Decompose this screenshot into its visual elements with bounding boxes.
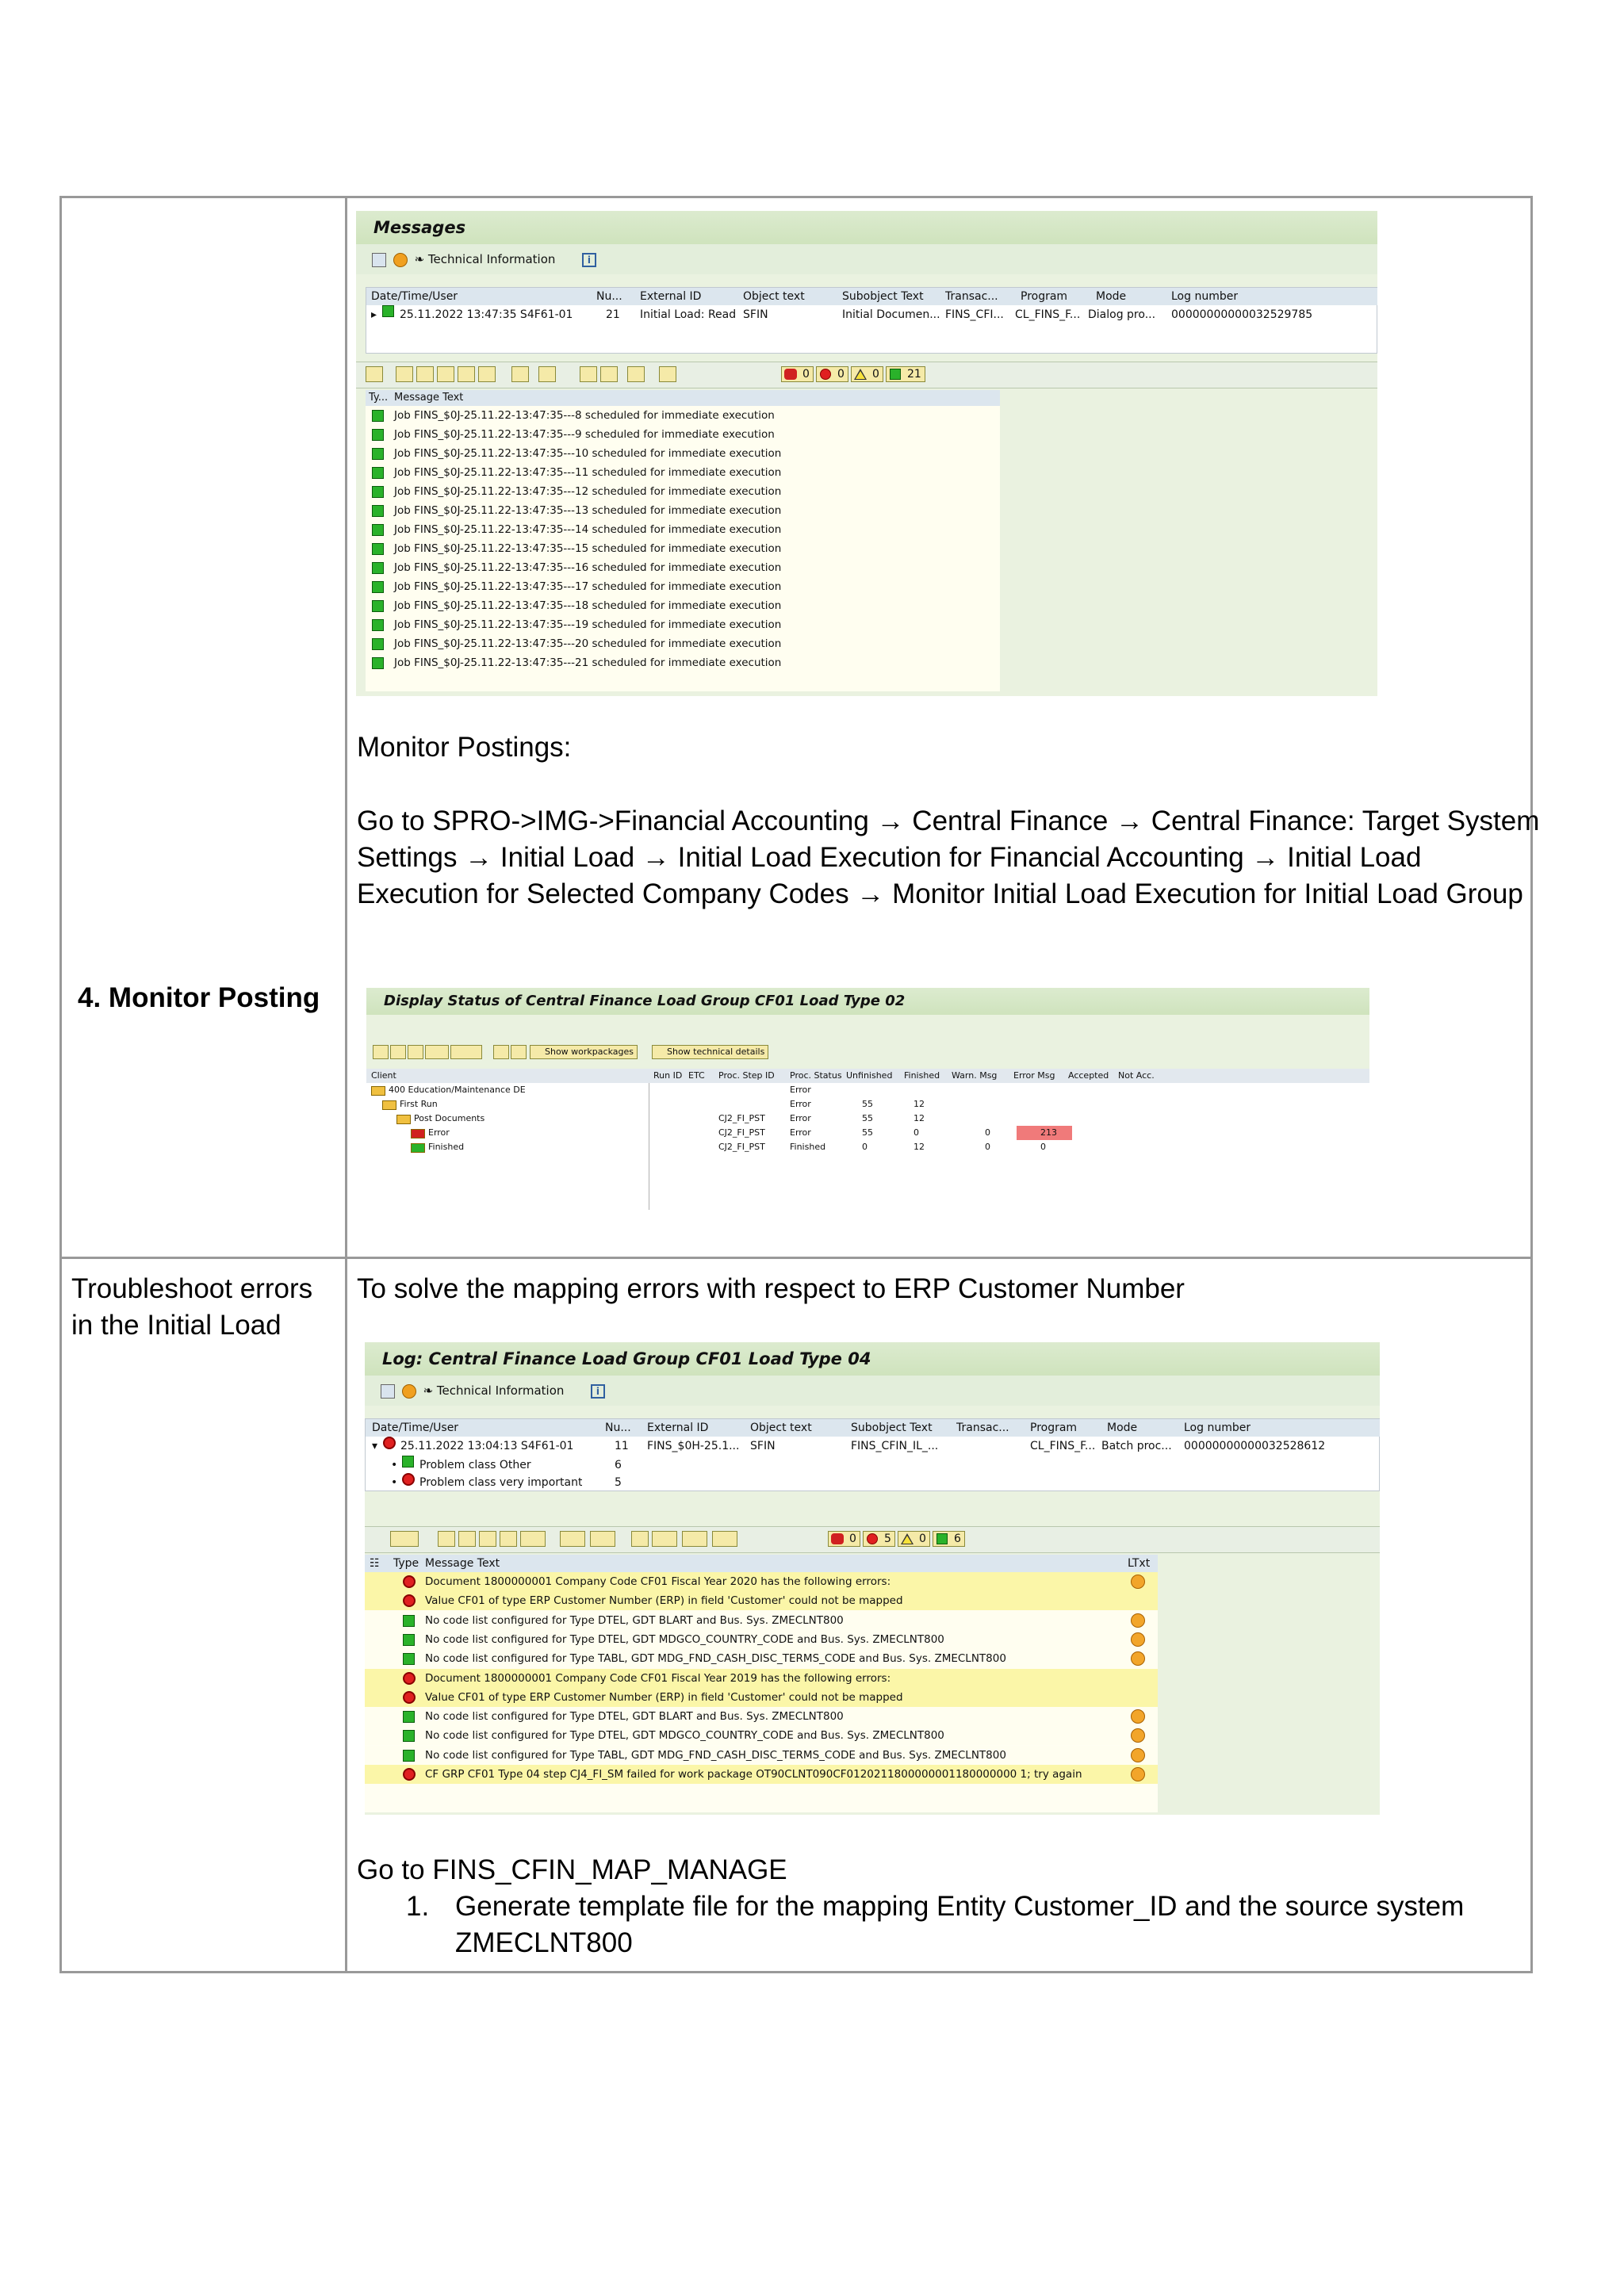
magnifier-icon[interactable] bbox=[372, 253, 386, 267]
refresh-button[interactable] bbox=[493, 1045, 509, 1059]
message-text: No code list configured for Type DTEL, GDT BLART and Bus. Sys. ZMECLNT800 bbox=[425, 1710, 844, 1724]
message-text: Job FINS_$0J-25.11.22-13:47:35---15 scheduled for immediate execution bbox=[394, 542, 782, 555]
folder-icon bbox=[382, 1100, 396, 1110]
col-mode[interactable]: Mode bbox=[1096, 290, 1127, 303]
message-row[interactable] bbox=[366, 406, 1000, 425]
status-row[interactable] bbox=[366, 1097, 1369, 1112]
toolbar-subtotal-button[interactable] bbox=[590, 1531, 615, 1547]
proc-status: Error bbox=[790, 1127, 811, 1138]
success-icon bbox=[890, 369, 901, 380]
message-row[interactable] bbox=[365, 1649, 1158, 1668]
status-grid bbox=[366, 1069, 1369, 1210]
col-external-id[interactable]: External ID bbox=[640, 290, 702, 303]
status-title: Display Status of Central Finance Load Group CF01 Load Type 02 bbox=[366, 988, 1369, 1015]
proc-step-id: CJ2_FI_PST bbox=[718, 1142, 765, 1152]
success-icon bbox=[372, 638, 384, 650]
step-line-1: Generate template file for the mapping Entity Customer_ID and the source system bbox=[455, 1891, 1465, 1922]
toolbar-find-button[interactable] bbox=[437, 366, 454, 382]
message-text: CF GRP CF01 Type 04 step CJ4_FI_SM failed for work package OT90CLNT090CF0120211800000001180000000 1; try again bbox=[425, 1768, 1082, 1781]
toolbar-print-button[interactable] bbox=[580, 366, 597, 382]
message-toolbar bbox=[365, 1526, 1380, 1553]
finished-count: 12 bbox=[914, 1113, 925, 1123]
messages-toolbar bbox=[356, 244, 1377, 274]
message-row[interactable] bbox=[365, 1611, 1158, 1630]
long-text-icon[interactable] bbox=[1131, 1748, 1145, 1762]
log-header-area bbox=[366, 287, 1377, 354]
success-icon bbox=[372, 543, 384, 555]
long-text-icon[interactable] bbox=[1131, 1632, 1145, 1647]
success-icon bbox=[382, 305, 394, 317]
status-row[interactable] bbox=[366, 1126, 1369, 1140]
success-icon bbox=[403, 1653, 415, 1665]
col-log-number[interactable]: Log number bbox=[1171, 290, 1239, 303]
log-header-area bbox=[365, 1418, 1380, 1491]
show-technical-details-button[interactable]: Show technical details bbox=[652, 1045, 768, 1059]
log-grid-header bbox=[366, 288, 1377, 305]
toolbar-detail-button[interactable] bbox=[390, 1531, 419, 1547]
success-icon bbox=[402, 1456, 414, 1468]
message-row[interactable] bbox=[366, 615, 1000, 634]
status-light-icon bbox=[411, 1143, 425, 1153]
counter-success[interactable]: 6 bbox=[933, 1531, 965, 1547]
toolbar-view-button[interactable] bbox=[600, 366, 618, 382]
counter-stop[interactable]: 0 bbox=[828, 1531, 860, 1547]
success-icon bbox=[403, 1730, 415, 1742]
counter-error[interactable]: 5 bbox=[863, 1531, 895, 1547]
error-icon bbox=[403, 1575, 416, 1588]
message-text: Job FINS_$0J-25.11.22-13:47:35---17 scheduled for immediate execution bbox=[394, 580, 782, 593]
toolbar-find-next-button[interactable] bbox=[500, 1531, 517, 1547]
toolbar-sort-desc-button[interactable] bbox=[458, 1531, 476, 1547]
success-icon bbox=[403, 1615, 415, 1627]
message-list bbox=[366, 390, 1000, 691]
step-number: 1. bbox=[406, 1891, 430, 1922]
status-light-icon bbox=[411, 1129, 425, 1138]
counter-error[interactable]: 0 bbox=[816, 366, 848, 382]
tree-node-label: 400 Education/Maintenance DE bbox=[389, 1085, 526, 1095]
message-text: Job FINS_$0J-25.11.22-13:47:35---11 scheduled for immediate execution bbox=[394, 466, 782, 479]
tree-node-label: First Run bbox=[400, 1099, 438, 1109]
collapse-all-button[interactable] bbox=[390, 1045, 406, 1059]
success-icon bbox=[372, 448, 384, 460]
message-row[interactable] bbox=[366, 577, 1000, 596]
row2-intro: To solve the mapping errors with respect to ERP Customer Number bbox=[357, 1273, 1185, 1304]
toolbar-detail-button[interactable] bbox=[366, 366, 383, 382]
table-top-border bbox=[59, 196, 1533, 198]
success-icon bbox=[372, 600, 384, 612]
success-icon bbox=[372, 524, 384, 536]
message-row[interactable] bbox=[366, 558, 1000, 577]
status-screenshot bbox=[366, 988, 1369, 1210]
message-row[interactable] bbox=[365, 1726, 1158, 1745]
warning-count: 0 bbox=[985, 1127, 990, 1138]
info-button[interactable] bbox=[511, 1045, 527, 1059]
message-text: Value CF01 of type ERP Customer Number (ERP) in field 'Customer' could not be mapped bbox=[425, 1690, 903, 1704]
message-text: No code list configured for Type DTEL, GDT BLART and Bus. Sys. ZMECLNT800 bbox=[425, 1613, 844, 1627]
layout-icon[interactable]: ☷ bbox=[370, 1557, 380, 1570]
stop-icon bbox=[784, 369, 797, 380]
unfinished-count: 55 bbox=[862, 1127, 873, 1138]
success-icon bbox=[372, 467, 384, 479]
technical-information-button[interactable]: ❧ Technical Information bbox=[423, 1383, 565, 1398]
error-icon bbox=[403, 1672, 416, 1685]
counter-stop[interactable]: 0 bbox=[781, 366, 814, 382]
message-text: Job FINS_$0J-25.11.22-13:47:35---8 scheduled for immediate execution bbox=[394, 409, 775, 422]
proc-status: Error bbox=[790, 1099, 811, 1109]
message-row[interactable] bbox=[366, 596, 1000, 615]
log-grid-header: Date/Time/User Nu... External ID Object text Subobject Text Transac... Program Mode Log number bbox=[366, 1419, 1380, 1437]
warning-icon bbox=[901, 1533, 914, 1544]
error-icon bbox=[403, 1594, 416, 1607]
proc-step-id: CJ2_FI_PST bbox=[718, 1127, 765, 1138]
message-text: Job FINS_$0J-25.11.22-13:47:35---9 scheduled for immediate execution bbox=[394, 428, 775, 441]
finished-count: 12 bbox=[914, 1099, 925, 1109]
message-toolbar bbox=[356, 362, 1377, 388]
message-row[interactable] bbox=[365, 1707, 1158, 1726]
toolbar-export-button[interactable] bbox=[682, 1531, 707, 1547]
message-text: Job FINS_$0J-25.11.22-13:47:35---20 scheduled for immediate execution bbox=[394, 637, 782, 650]
message-row[interactable] bbox=[365, 1669, 1158, 1688]
toolbar-layout-button[interactable] bbox=[712, 1531, 737, 1547]
help-icon[interactable] bbox=[393, 253, 408, 267]
messages-title: Messages bbox=[356, 211, 1377, 244]
toolbar-sort-desc-button[interactable] bbox=[416, 366, 434, 382]
table-right-border bbox=[1530, 196, 1533, 1973]
toolbar-print-button[interactable] bbox=[631, 1531, 649, 1547]
message-text: No code list configured for Type DTEL, GDT MDGCO_COUNTRY_CODE and Bus. Sys. ZMECLNT800 bbox=[425, 1729, 944, 1743]
status-grid-header: Client Run ID ETC Proc. Step ID Proc. Status Unfinished Finished Warn. Msg Error Msg Accepted Not Acc. bbox=[366, 1069, 1369, 1083]
technical-information-button[interactable]: ❧ Technical Information bbox=[414, 252, 556, 266]
col-num[interactable]: Nu... bbox=[596, 290, 622, 303]
status-row[interactable] bbox=[366, 1083, 1369, 1097]
message-row[interactable] bbox=[365, 1746, 1158, 1765]
proc-status: Error bbox=[790, 1113, 811, 1123]
success-icon bbox=[372, 619, 384, 631]
folder-icon bbox=[371, 1086, 385, 1096]
message-text: Job FINS_$0J-25.11.22-13:47:35---19 scheduled for immediate execution bbox=[394, 618, 782, 631]
log-row[interactable]: ▾ 25.11.2022 13:04:13 S4F61-01 11 FINS_$0H-25.1... SFIN FINS_CFIN_IL_... CL_FINS_F... Batch proc... 00000000000032528612 bbox=[366, 1437, 1380, 1456]
message-text: Job FINS_$0J-25.11.22-13:47:35---18 scheduled for immediate execution bbox=[394, 599, 782, 612]
error-icon bbox=[403, 1768, 416, 1781]
message-row[interactable] bbox=[366, 634, 1000, 653]
stop-icon bbox=[831, 1533, 844, 1544]
message-text: Job FINS_$0J-25.11.22-13:47:35---10 scheduled for immediate execution bbox=[394, 447, 782, 460]
message-row[interactable] bbox=[365, 1688, 1158, 1707]
path-line-3: Execution for Selected Company Codes → Monitor Initial Load Execution for Initial Load Group bbox=[357, 878, 1523, 909]
row2-label-line-1: Troubleshoot errors bbox=[71, 1273, 313, 1304]
log-screenshot bbox=[365, 1342, 1380, 1815]
message-text: Job FINS_$0J-25.11.22-13:47:35---16 scheduled for immediate execution bbox=[394, 561, 782, 574]
expand-arrow-icon[interactable]: ▸ bbox=[371, 308, 377, 321]
print-button[interactable] bbox=[425, 1045, 449, 1059]
toolbar-filter-button[interactable] bbox=[478, 366, 496, 382]
table-bottom-border bbox=[59, 1971, 1533, 1973]
toolbar-total-button[interactable] bbox=[560, 1531, 585, 1547]
message-text: Document 1800000001 Company Code CF01 Fiscal Year 2019 has the following errors: bbox=[425, 1671, 891, 1685]
success-icon bbox=[372, 429, 384, 441]
long-text-icon[interactable] bbox=[1131, 1767, 1145, 1781]
status-row[interactable] bbox=[366, 1112, 1369, 1126]
unfinished-count: 55 bbox=[862, 1099, 873, 1109]
toolbar-layout-button[interactable] bbox=[659, 366, 676, 382]
toolbar-subtotal-button[interactable] bbox=[538, 366, 556, 382]
col-transac[interactable]: Transac... bbox=[945, 290, 998, 303]
warning-count: 0 bbox=[985, 1142, 990, 1152]
long-text-icon[interactable] bbox=[1131, 1728, 1145, 1743]
message-list bbox=[365, 1555, 1158, 1812]
log-subrow[interactable]: • Problem class very important 5 bbox=[366, 1473, 1380, 1492]
success-icon bbox=[403, 1711, 415, 1723]
table-middle-border bbox=[59, 1257, 1533, 1259]
magnifier-icon[interactable] bbox=[381, 1384, 395, 1399]
message-text: Job FINS_$0J-25.11.22-13:47:35---12 scheduled for immediate execution bbox=[394, 485, 782, 498]
tree-node-label: Finished bbox=[428, 1142, 465, 1152]
help-icon[interactable] bbox=[402, 1384, 416, 1399]
message-row[interactable] bbox=[366, 425, 1000, 444]
proc-status: Finished bbox=[790, 1142, 826, 1152]
success-icon bbox=[372, 657, 384, 669]
message-row[interactable] bbox=[366, 520, 1000, 539]
status-row[interactable] bbox=[366, 1140, 1369, 1154]
error-icon bbox=[403, 1691, 416, 1704]
folder-icon bbox=[396, 1115, 411, 1124]
message-row[interactable] bbox=[366, 501, 1000, 520]
show-workpackages-button[interactable]: Show workpackages bbox=[530, 1045, 638, 1059]
success-icon bbox=[372, 410, 384, 422]
glasses-icon: ❧ bbox=[423, 1383, 434, 1398]
success-icon bbox=[403, 1634, 415, 1646]
toolbar-sort-asc-button[interactable] bbox=[438, 1531, 455, 1547]
success-icon bbox=[936, 1533, 948, 1544]
log-subrow[interactable]: • Problem class Other 6 bbox=[366, 1456, 1380, 1475]
expand-arrow-icon[interactable]: ▾ bbox=[372, 1440, 378, 1452]
path-line-2: Settings → Initial Load → Initial Load Execution for Financial Accounting → Initial Load bbox=[357, 842, 1422, 873]
messages-screenshot bbox=[356, 211, 1377, 696]
error-icon bbox=[383, 1437, 396, 1449]
col-datetime[interactable]: Date/Time/User bbox=[371, 290, 458, 303]
message-row[interactable] bbox=[366, 653, 1000, 672]
message-row[interactable] bbox=[365, 1591, 1158, 1610]
log-row[interactable]: ▸ 25.11.2022 13:47:35 S4F61-01 21 Initial Load: Read SFIN Initial Documen... FINS_CFI... CL_FINS_F... Dialog pro... 00000000000032529785 bbox=[366, 305, 1377, 324]
message-row[interactable] bbox=[365, 1765, 1158, 1784]
finished-count: 12 bbox=[914, 1142, 925, 1152]
finished-count: 0 bbox=[914, 1127, 919, 1138]
error-icon bbox=[867, 1533, 878, 1544]
monitor-heading: Monitor Postings: bbox=[357, 732, 572, 763]
glasses-icon: ❧ bbox=[414, 252, 425, 266]
unfinished-count: 55 bbox=[862, 1113, 873, 1123]
message-row[interactable] bbox=[366, 482, 1000, 501]
message-text: Document 1800000001 Company Code CF01 Fiscal Year 2020 has the following errors: bbox=[425, 1575, 891, 1588]
long-text-icon[interactable] bbox=[1131, 1575, 1145, 1589]
path-line-1: Go to SPRO->IMG->Financial Accounting → Central Finance → Central Finance: Target System bbox=[357, 806, 1540, 836]
step-line-2: ZMECLNT800 bbox=[455, 1927, 633, 1958]
status-toolbar bbox=[366, 1045, 1369, 1062]
success-icon bbox=[372, 486, 384, 498]
message-text: Job FINS_$0J-25.11.22-13:47:35---13 scheduled for immediate execution bbox=[394, 504, 782, 517]
step-label: 4. Monitor Posting bbox=[78, 982, 320, 1013]
error-count: 0 bbox=[1040, 1142, 1046, 1152]
message-text: Value CF01 of type ERP Customer Number (ERP) in field 'Customer' could not be mapped bbox=[425, 1594, 903, 1608]
log-title: Log: Central Finance Load Group CF01 Load Type 04 bbox=[365, 1342, 1380, 1376]
error-count: 213 bbox=[1017, 1126, 1072, 1140]
message-text: No code list configured for Type DTEL, GDT MDGCO_COUNTRY_CODE and Bus. Sys. ZMECLNT800 bbox=[425, 1632, 944, 1646]
message-row[interactable] bbox=[366, 539, 1000, 558]
long-text-icon[interactable] bbox=[1131, 1613, 1145, 1628]
proc-step-id: CJ2_FI_PST bbox=[718, 1113, 765, 1123]
expand-all-button[interactable] bbox=[373, 1045, 389, 1059]
success-icon bbox=[372, 505, 384, 517]
row2-label-line-2: in the Initial Load bbox=[71, 1310, 282, 1341]
success-icon bbox=[372, 562, 384, 574]
message-text: No code list configured for Type TABL, GDT MDG_FND_CASH_DISC_TERMS_CODE and Bus. Sys. ZMECLNT800 bbox=[425, 1748, 1006, 1762]
error-icon bbox=[402, 1473, 415, 1486]
toolbar-filter-button[interactable] bbox=[520, 1531, 546, 1547]
toolbar-view-button[interactable] bbox=[652, 1531, 677, 1547]
table-left-border bbox=[59, 196, 62, 1973]
proc-status: Error bbox=[790, 1085, 811, 1095]
toolbar-sort-asc-button[interactable] bbox=[396, 366, 413, 382]
error-icon bbox=[820, 369, 831, 380]
toolbar-find-next-button[interactable] bbox=[458, 366, 475, 382]
info-icon[interactable]: i bbox=[591, 1384, 605, 1399]
message-row[interactable] bbox=[365, 1572, 1158, 1591]
warning-icon bbox=[854, 369, 867, 380]
counter-warning[interactable]: 0 bbox=[898, 1531, 930, 1547]
success-icon bbox=[403, 1750, 415, 1762]
long-text-icon[interactable] bbox=[1131, 1709, 1145, 1724]
message-list-header: ☷ Type Message Text LTxt bbox=[365, 1555, 1158, 1572]
message-text: Job FINS_$0J-25.11.22-13:47:35---21 scheduled for immediate execution bbox=[394, 656, 782, 669]
layout-button[interactable] bbox=[450, 1045, 482, 1059]
message-row[interactable] bbox=[366, 463, 1000, 482]
message-text: Job FINS_$0J-25.11.22-13:47:35---14 scheduled for immediate execution bbox=[394, 523, 782, 536]
log-toolbar bbox=[365, 1376, 1380, 1406]
success-icon bbox=[372, 581, 384, 593]
message-row[interactable] bbox=[366, 444, 1000, 463]
message-list-header: Ty... Message Text bbox=[366, 390, 1000, 406]
long-text-icon[interactable] bbox=[1131, 1651, 1145, 1666]
col-program[interactable]: Program bbox=[1021, 290, 1068, 303]
find-button[interactable] bbox=[408, 1045, 423, 1059]
unfinished-count: 0 bbox=[862, 1142, 868, 1152]
toolbar-find-button[interactable] bbox=[479, 1531, 496, 1547]
counter-success[interactable]: 21 bbox=[886, 366, 925, 382]
info-icon[interactable]: i bbox=[582, 253, 596, 267]
message-row[interactable] bbox=[365, 1630, 1158, 1649]
goto-transaction: Go to FINS_CFIN_MAP_MANAGE bbox=[357, 1854, 787, 1885]
toolbar-export-button[interactable] bbox=[627, 366, 645, 382]
col-object-text[interactable]: Object text bbox=[743, 290, 805, 303]
col-subobject[interactable]: Subobject Text bbox=[842, 290, 924, 303]
tree-node-label: Error bbox=[428, 1127, 450, 1138]
table-column-divider bbox=[345, 196, 347, 1973]
counter-warning[interactable]: 0 bbox=[851, 366, 883, 382]
toolbar-total-button[interactable] bbox=[511, 366, 529, 382]
message-text: No code list configured for Type TABL, GDT MDG_FND_CASH_DISC_TERMS_CODE and Bus. Sys. ZMECLNT800 bbox=[425, 1652, 1006, 1666]
tree-node-label: Post Documents bbox=[414, 1113, 485, 1123]
